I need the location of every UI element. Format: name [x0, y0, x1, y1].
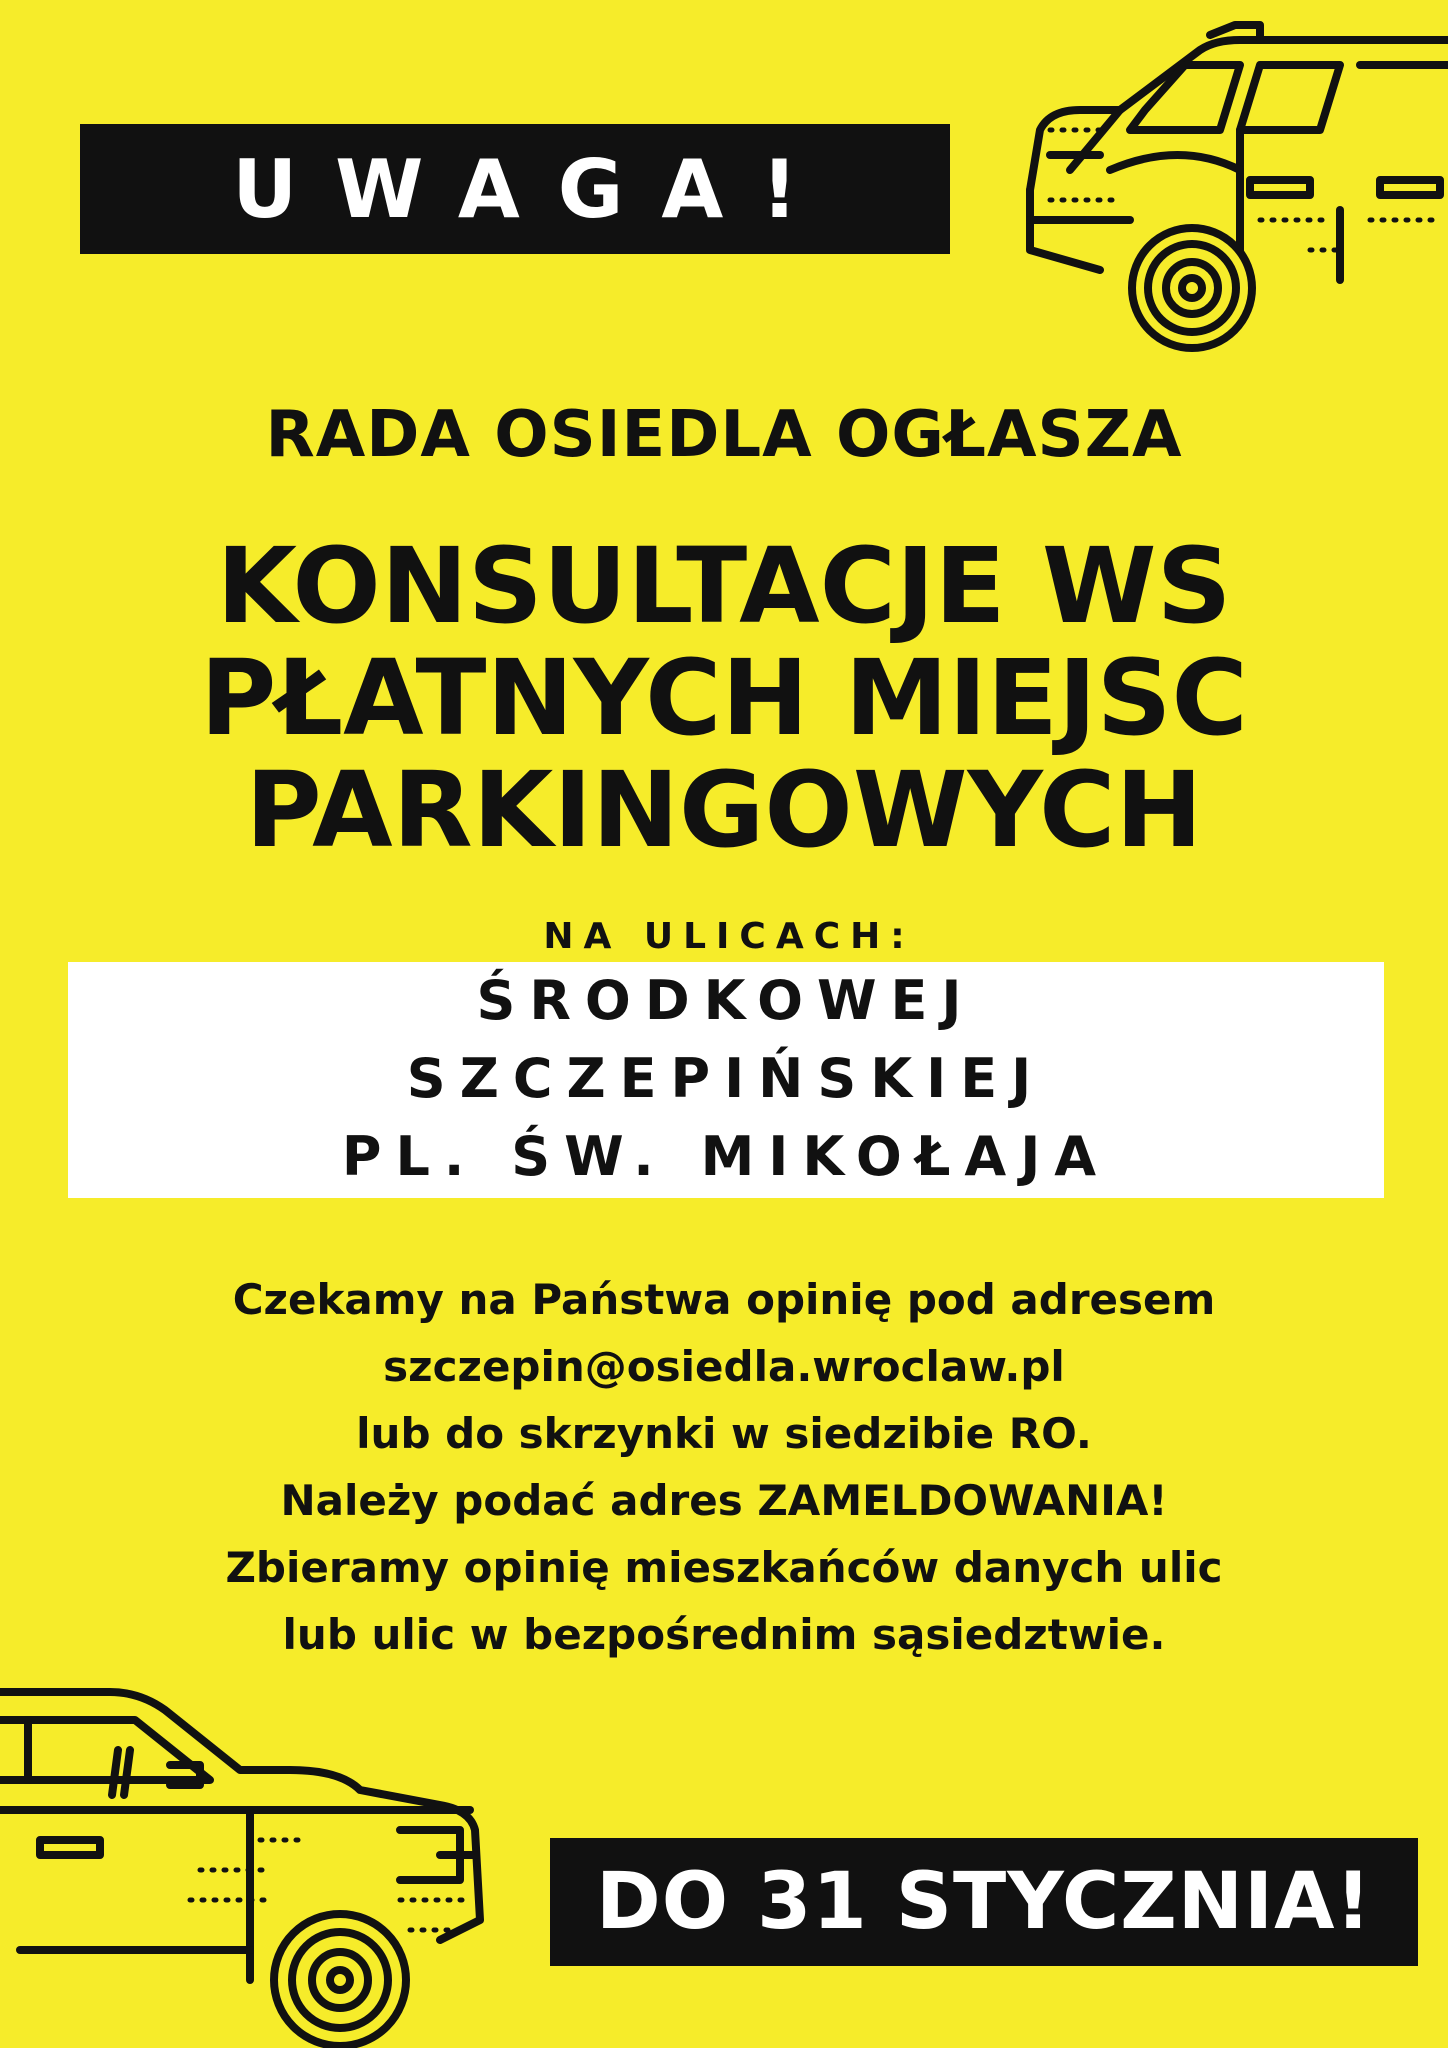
info-text	[0, 1266, 1448, 1668]
headline-line: KONSULTACJE WS	[216, 525, 1232, 647]
headline-line: PŁATNYCH MIEJSC	[200, 637, 1248, 759]
streets-list	[68, 962, 1384, 1198]
info-line: Czekamy na Państwa opinię pod adresem	[232, 1275, 1216, 1324]
attention-text: UWAGA!	[232, 142, 836, 236]
headline-line: PARKINGOWYCH	[245, 749, 1203, 871]
street-item: SZCZEPIŃSKIEJ	[406, 1047, 1046, 1110]
announcement-subtitle: RADA OSIEDLA OGŁASZA	[265, 398, 1183, 472]
deadline-text: DO 31 STYCZNIA!	[595, 1857, 1373, 1947]
info-line: lub ulic w bezpośrednim sąsiedztwie.	[282, 1610, 1166, 1659]
info-line: Należy podać adres ZAMELDOWANIA!	[280, 1476, 1168, 1525]
info-line: Zbieramy opinię mieszkańców danych ulic	[225, 1543, 1223, 1592]
info-email: szczepin@osiedla.wroclaw.pl	[383, 1342, 1065, 1391]
car-icon	[0, 1680, 520, 2048]
street-item: ŚRODKOWEJ	[476, 969, 976, 1032]
main-headline	[40, 525, 1408, 871]
deadline-banner	[550, 1838, 1418, 1966]
car-icon	[1010, 20, 1448, 360]
info-line: lub do skrzynki w siedzibie RO.	[356, 1409, 1092, 1458]
streets-label: NA ULICACH:	[543, 916, 915, 957]
street-item: PL. ŚW. MIKOŁAJA	[341, 1125, 1111, 1188]
attention-banner	[80, 124, 950, 254]
